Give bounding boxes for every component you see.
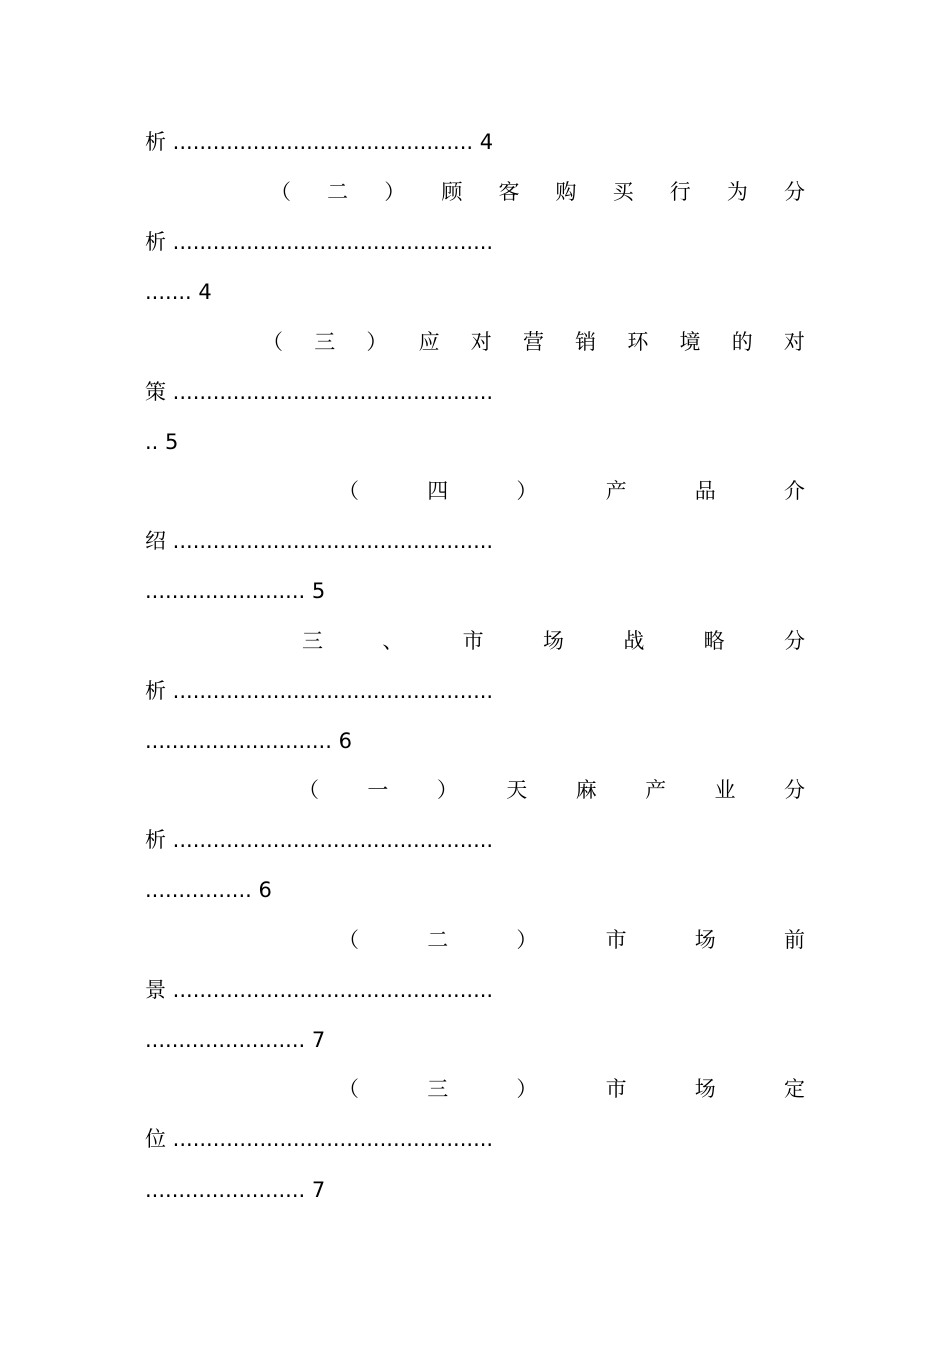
heading-char: 应 bbox=[418, 330, 440, 354]
toc-line: 析 ............................................. 4 bbox=[145, 130, 494, 154]
heading-char: 对 bbox=[470, 330, 492, 354]
heading-char: ） bbox=[516, 479, 538, 503]
heading-char: 四 bbox=[427, 479, 449, 503]
heading-char: 品 bbox=[694, 479, 716, 503]
heading-char: （ bbox=[338, 928, 359, 952]
toc-line: 绍 ................................................ bbox=[145, 529, 494, 553]
heading-char: 产 bbox=[645, 778, 667, 802]
heading-char: 分 bbox=[783, 778, 805, 802]
heading-char: （ bbox=[298, 778, 319, 802]
heading-char: （ bbox=[338, 479, 359, 503]
heading-char: 三 bbox=[302, 629, 323, 653]
toc-line: .. 5 bbox=[145, 430, 179, 454]
heading-char: 场 bbox=[694, 1077, 716, 1101]
heading-char: 行 bbox=[669, 180, 691, 204]
heading-char: （ bbox=[270, 180, 291, 204]
heading-char: ） bbox=[516, 1077, 538, 1101]
toc-entry-heading bbox=[270, 177, 805, 207]
heading-char: ） bbox=[384, 180, 406, 204]
heading-char: 定 bbox=[783, 1077, 805, 1101]
toc-line: 策 ................................................ bbox=[145, 380, 494, 404]
toc-entry-heading bbox=[298, 775, 805, 805]
heading-char: 二 bbox=[427, 928, 449, 952]
heading-char: 营 bbox=[522, 330, 544, 354]
heading-char: 对 bbox=[783, 330, 805, 354]
heading-char: （ bbox=[338, 1077, 359, 1101]
heading-char: 二 bbox=[327, 180, 349, 204]
heading-char: ） bbox=[516, 928, 538, 952]
toc-entry-heading bbox=[302, 626, 805, 656]
toc-line: ........................ 7 bbox=[145, 1028, 326, 1052]
toc-line: 位 ................................................ bbox=[145, 1127, 494, 1151]
heading-char: 场 bbox=[542, 629, 564, 653]
heading-char: 销 bbox=[575, 330, 597, 354]
heading-char: 业 bbox=[714, 778, 736, 802]
toc-entry-heading bbox=[338, 925, 805, 955]
toc-entry-heading bbox=[338, 476, 805, 506]
heading-char: 一 bbox=[367, 778, 389, 802]
toc-line: ........................ 7 bbox=[145, 1178, 326, 1202]
toc-line: ................ 6 bbox=[145, 878, 272, 902]
heading-char: 三 bbox=[314, 330, 336, 354]
heading-char: （ bbox=[262, 330, 283, 354]
heading-char: 场 bbox=[694, 928, 716, 952]
toc-entry-heading bbox=[262, 327, 805, 357]
heading-char: 客 bbox=[498, 180, 520, 204]
heading-char: 介 bbox=[783, 479, 805, 503]
toc-line: 景 ................................................ bbox=[145, 978, 494, 1002]
toc-line: 析 ................................................ bbox=[145, 230, 494, 254]
toc-entry-heading bbox=[338, 1074, 805, 1104]
heading-char: 麻 bbox=[575, 778, 597, 802]
heading-char: 天 bbox=[506, 778, 528, 802]
heading-char: 市 bbox=[605, 928, 627, 952]
heading-char: 为 bbox=[726, 180, 748, 204]
toc-line: 析 ................................................ bbox=[145, 828, 494, 852]
toc-line: ............................ 6 bbox=[145, 729, 352, 753]
heading-char: 市 bbox=[605, 1077, 627, 1101]
heading-char: 的 bbox=[731, 330, 753, 354]
heading-char: 略 bbox=[703, 629, 725, 653]
heading-char: 、 bbox=[382, 629, 404, 653]
toc-line: 析 ................................................ bbox=[145, 679, 494, 703]
heading-char: 战 bbox=[623, 629, 645, 653]
heading-char: 三 bbox=[427, 1077, 449, 1101]
heading-char: 前 bbox=[783, 928, 805, 952]
toc-line: ....... 4 bbox=[145, 280, 212, 304]
heading-char: 顾 bbox=[441, 180, 463, 204]
heading-char: ） bbox=[436, 778, 458, 802]
heading-char: 境 bbox=[679, 330, 701, 354]
heading-char: 产 bbox=[605, 479, 627, 503]
heading-char: ） bbox=[366, 330, 388, 354]
heading-char: 买 bbox=[612, 180, 634, 204]
heading-char: 分 bbox=[783, 180, 805, 204]
heading-char: 购 bbox=[555, 180, 577, 204]
heading-char: 环 bbox=[627, 330, 649, 354]
heading-char: 分 bbox=[783, 629, 805, 653]
toc-line: ........................ 5 bbox=[145, 579, 326, 603]
heading-char: 市 bbox=[462, 629, 484, 653]
